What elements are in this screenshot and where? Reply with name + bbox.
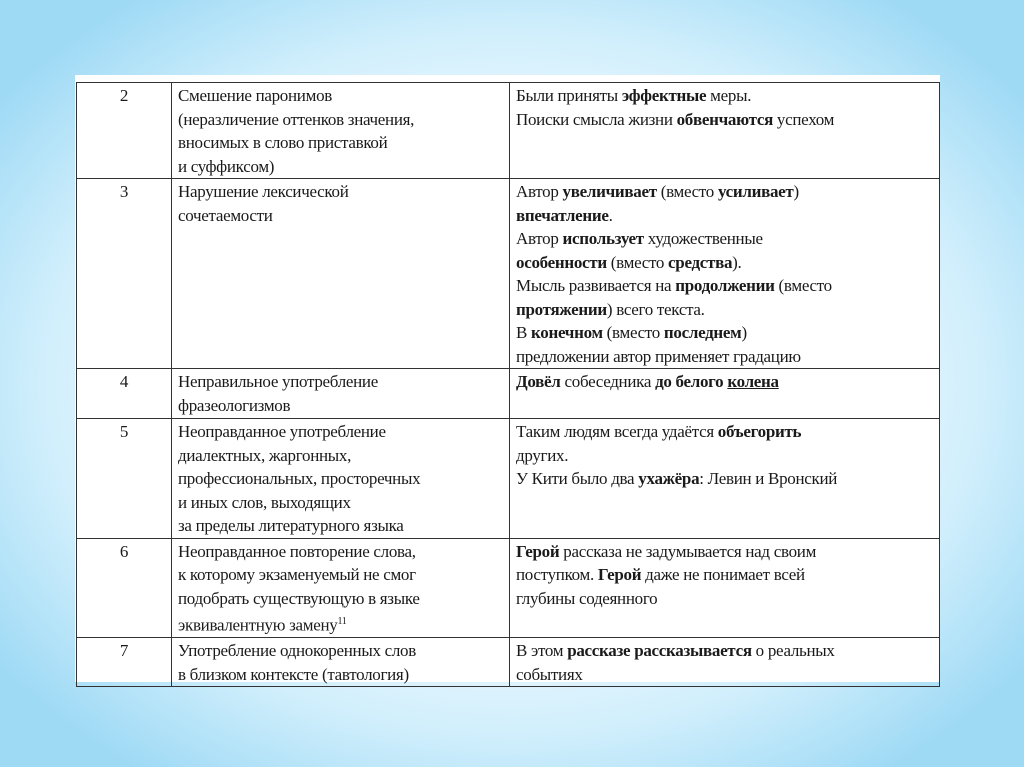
- example-line: [516, 467, 933, 491]
- example-line: [516, 420, 933, 444]
- error-examples: [510, 179, 940, 369]
- example-text: рассказа не задумывается над своим: [559, 541, 817, 561]
- description-text: (неразличение оттенков значения,: [178, 109, 415, 129]
- error-examples: [510, 369, 940, 419]
- description-line: [178, 563, 503, 587]
- highlighted-word: колена: [727, 372, 779, 391]
- description-line: [178, 444, 503, 468]
- error-description: [172, 638, 510, 687]
- example-line: [516, 298, 933, 322]
- example-text: ): [793, 182, 799, 201]
- description-line: [178, 587, 503, 611]
- example-text: ) всего текста.: [606, 299, 705, 319]
- description-text: сочетаемости: [178, 205, 273, 225]
- description-text: к которому экзаменуемый не смог: [178, 565, 416, 584]
- description-text: эквивалентную замену: [178, 615, 338, 635]
- description-text: и суффиксом): [178, 156, 275, 176]
- example-line: [516, 321, 933, 345]
- example-text: поступком.: [516, 565, 598, 584]
- table-row: [77, 638, 940, 687]
- example-line: [516, 663, 933, 687]
- table-row: [77, 179, 940, 369]
- error-description: [172, 179, 510, 369]
- example-text: В: [516, 323, 531, 342]
- example-text: У Кити было два: [516, 469, 639, 488]
- example-text: Таким людям всегда удаётся: [516, 422, 718, 441]
- highlighted-word: Герой: [516, 541, 560, 561]
- example-line: [516, 227, 933, 251]
- example-text: даже не понимает всей: [641, 565, 805, 584]
- example-text: меры.: [706, 86, 752, 105]
- table-image: [75, 75, 940, 682]
- error-description: [172, 419, 510, 539]
- example-text: (вместо: [774, 276, 832, 295]
- highlighted-word: последнем: [663, 323, 742, 342]
- description-text: фразеологизмов: [178, 395, 291, 415]
- highlighted-word: средства: [668, 252, 733, 272]
- example-text: глубины содеянного: [516, 588, 658, 608]
- example-line: [516, 180, 933, 204]
- table-row: [77, 369, 940, 419]
- example-text: успехом: [772, 109, 835, 129]
- example-line: [516, 587, 933, 611]
- error-examples: [510, 638, 940, 687]
- description-line: [178, 180, 503, 204]
- example-text: предложении автор применяет градацию: [516, 346, 801, 366]
- table-row: [77, 83, 940, 179]
- example-text: ): [741, 323, 747, 342]
- example-text: .: [608, 205, 613, 225]
- description-line: [178, 420, 503, 444]
- highlighted-word: Герой: [597, 565, 642, 584]
- highlighted-word: продолжении: [675, 276, 775, 295]
- example-text: о реальных: [751, 641, 835, 661]
- description-text: Неправильное употребление: [178, 372, 378, 391]
- row-number: 4: [77, 369, 172, 419]
- example-line: [516, 108, 933, 132]
- description-text: Неоправданное употребление: [178, 422, 386, 441]
- description-text: Употребление однокоренных слов: [178, 641, 416, 661]
- description-text: Нарушение лексической: [178, 182, 349, 201]
- description-line: [178, 540, 503, 564]
- example-text: (вместо: [602, 323, 664, 342]
- example-text: Поиски смысла жизни: [516, 109, 677, 129]
- example-text: собеседника: [560, 372, 656, 391]
- row-number: 2: [77, 83, 172, 179]
- example-text: ).: [732, 252, 742, 272]
- description-line: [178, 467, 503, 491]
- description-line: [178, 108, 503, 132]
- description-line: [178, 131, 503, 155]
- error-examples: [510, 83, 940, 179]
- row-number: 6: [77, 538, 172, 638]
- example-line: [516, 370, 933, 394]
- description-text: вносимых в слово приставкой: [178, 133, 388, 152]
- example-line: [516, 274, 933, 298]
- error-description: [172, 538, 510, 638]
- row-number: 3: [77, 179, 172, 369]
- description-text: диалектных, жаргонных,: [178, 445, 352, 465]
- description-line: [178, 84, 503, 108]
- highlighted-word: особенности: [516, 252, 607, 272]
- description-text: профессиональных, просторечных: [178, 469, 421, 488]
- error-description: [172, 369, 510, 419]
- example-line: [516, 345, 933, 369]
- highlighted-word: протяжении: [516, 299, 607, 319]
- highlighted-word: ухажёра: [638, 469, 700, 488]
- highlighted-word: усиливает: [717, 182, 794, 201]
- description-text: за пределы литературного языка: [178, 516, 404, 535]
- description-line: [178, 394, 503, 418]
- example-text: событиях: [516, 664, 583, 684]
- example-text: Автор: [516, 182, 563, 201]
- row-number: 5: [77, 419, 172, 539]
- example-line: [516, 639, 933, 663]
- highlighted-word: обвенчаются: [676, 109, 773, 129]
- description-line: [178, 370, 503, 394]
- highlighted-word: рассказе рассказывается: [567, 641, 752, 661]
- highlighted-word: использует: [562, 229, 644, 248]
- highlighted-word: объегорить: [717, 422, 802, 441]
- example-text: : Левин и Вронский: [699, 469, 838, 488]
- example-text: других.: [516, 445, 569, 465]
- description-line: [178, 514, 503, 538]
- example-text: Были приняты: [516, 86, 622, 105]
- highlighted-word: конечном: [531, 323, 603, 342]
- example-text: (вместо: [606, 252, 669, 272]
- highlighted-word: увеличивает: [562, 182, 657, 201]
- example-line: [516, 251, 933, 275]
- description-line: [178, 610, 503, 637]
- description-line: [178, 155, 503, 179]
- error-examples: [510, 538, 940, 638]
- description-line: [178, 663, 503, 687]
- description-text: в близком контексте (тавтология): [178, 664, 409, 684]
- footnote-marker: 11: [337, 616, 347, 627]
- example-line: [516, 204, 933, 228]
- error-examples: [510, 419, 940, 539]
- description-text: и иных слов, выходящих: [178, 492, 351, 512]
- highlighted-word: до белого: [655, 372, 728, 391]
- example-line: [516, 444, 933, 468]
- description-text: подобрать существующую в языке: [178, 588, 420, 608]
- example-line: [516, 563, 933, 587]
- example-line: [516, 540, 933, 564]
- example-text: художественные: [643, 229, 763, 248]
- example-line: [516, 84, 933, 108]
- row-number: 7: [77, 638, 172, 687]
- error-description: [172, 83, 510, 179]
- table-row: [77, 419, 940, 539]
- highlighted-word: эффектные: [621, 86, 707, 105]
- speech-errors-table: [76, 82, 940, 687]
- example-text: Автор: [516, 229, 563, 248]
- description-text: Смешение паронимов: [178, 86, 332, 105]
- highlighted-word: впечатление: [516, 205, 609, 225]
- description-text: Неоправданное повторение слова,: [178, 541, 416, 561]
- example-text: Мысль развивается на: [516, 276, 676, 295]
- highlighted-word: Довёл: [516, 372, 561, 391]
- description-line: [178, 639, 503, 663]
- table-row: [77, 538, 940, 638]
- example-text: В этом: [516, 641, 568, 661]
- description-line: [178, 204, 503, 228]
- example-text: (вместо: [656, 182, 718, 201]
- description-line: [178, 491, 503, 515]
